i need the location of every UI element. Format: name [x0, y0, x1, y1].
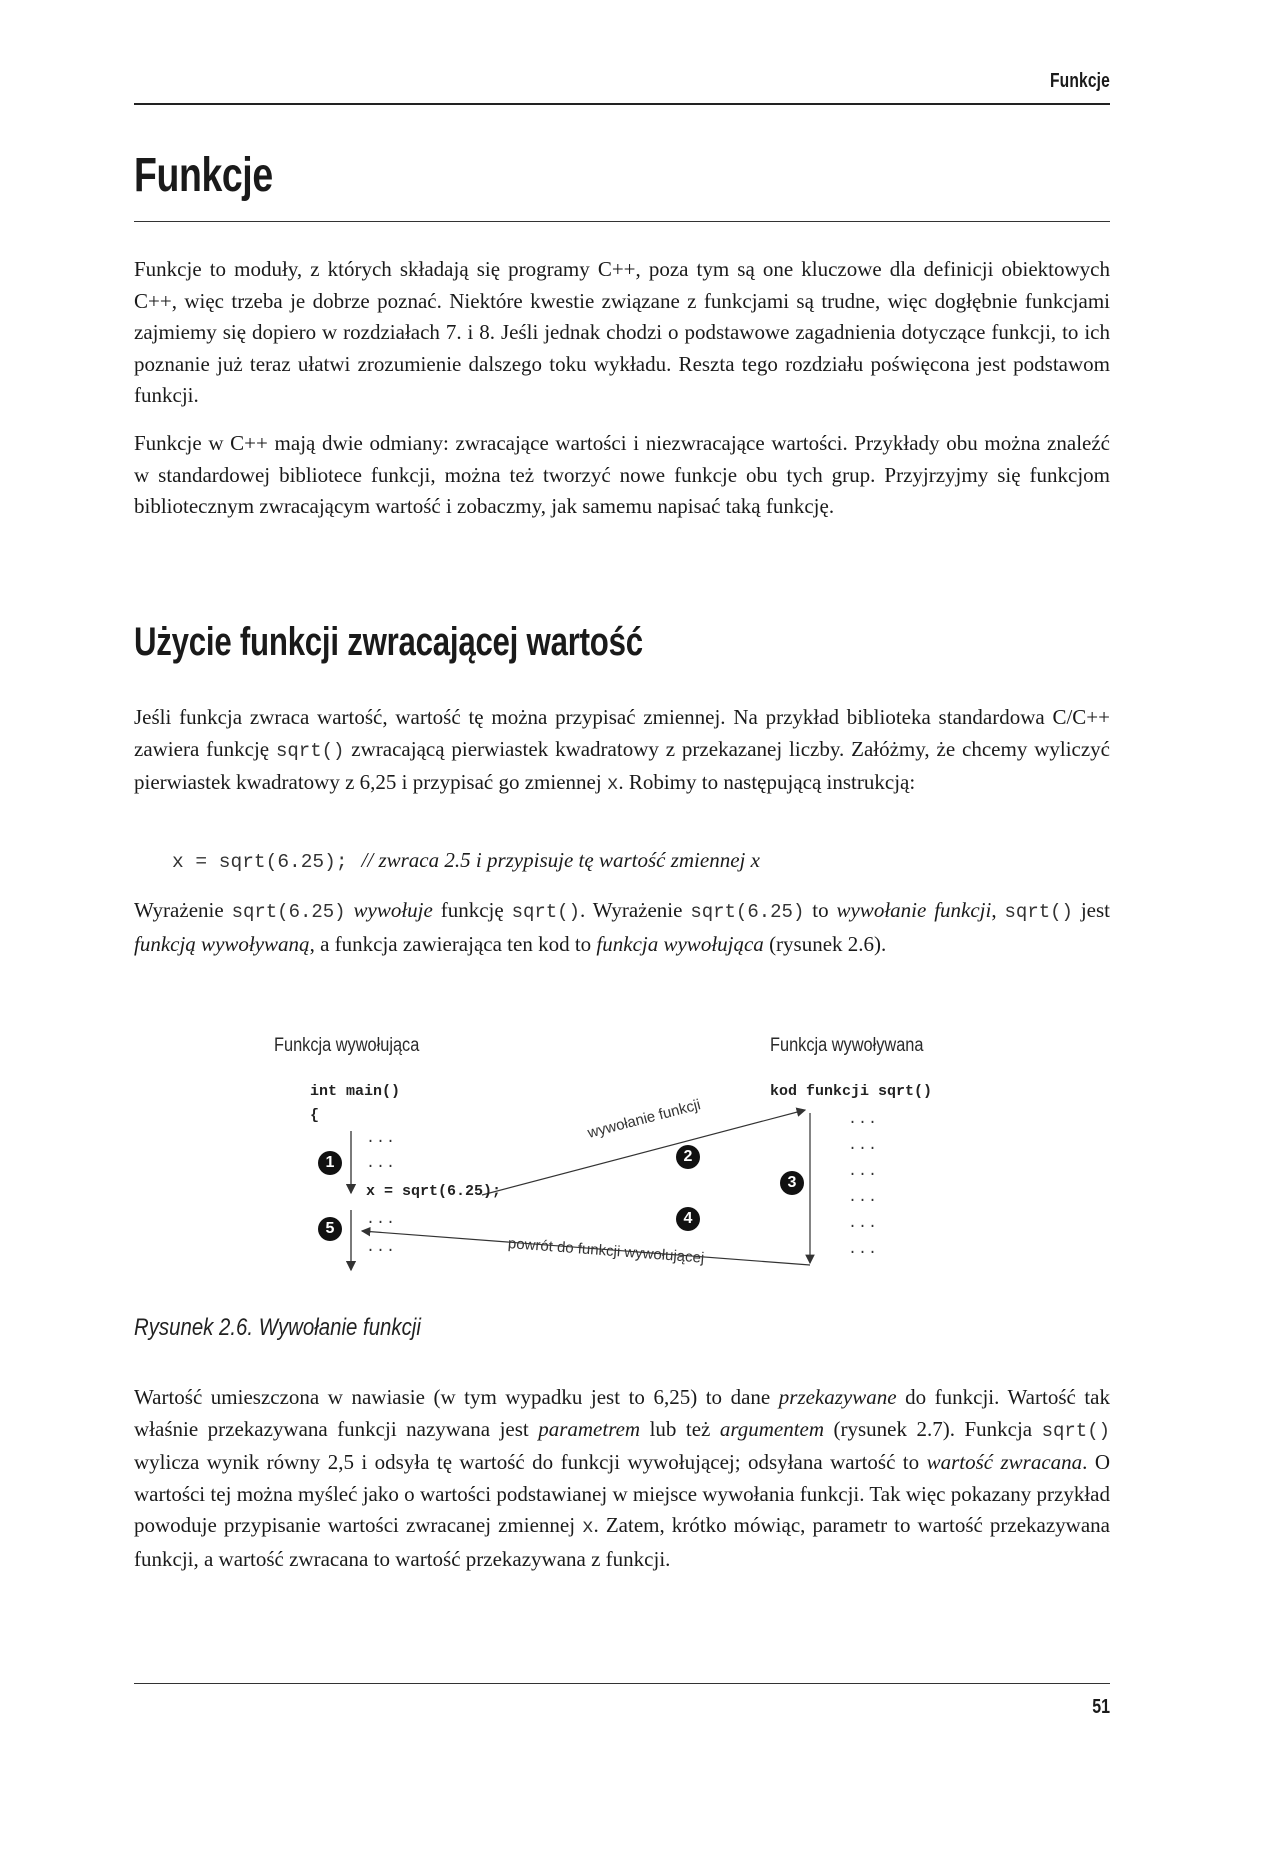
caller-dots: ...	[366, 1239, 397, 1256]
main-brace: {	[310, 1107, 320, 1124]
section-title: Użycie funkcji zwracającej wartość	[134, 620, 643, 664]
title-rule	[134, 221, 1110, 222]
caller-dots: ...	[366, 1155, 397, 1172]
callee-dots: ...	[848, 1163, 879, 1180]
callee-dots: ...	[848, 1111, 879, 1128]
chapter-title: Funkcje	[134, 149, 273, 202]
caller-dots: ...	[366, 1130, 397, 1147]
inline-code: x	[606, 773, 619, 795]
step-badge-1: 1	[318, 1151, 342, 1175]
figure-caption: Rysunek 2.6. Wywołanie funkcji	[134, 1314, 421, 1341]
caller-title: Funkcja wywołująca	[274, 1035, 420, 1056]
section-paragraph-1: Jeśli funkcja zwraca wartość, wartość tę można przypisać zmiennej. Na przykład biblioteka standardowa C/C++ zawiera funkcję sqrt() zwracającą pierwiastek kwadratowy z przekazanej liczby. Załóżmy, że chcemy wyliczyć pierwiastek kwadratowy z 6,25 i przypisać go zmiennej x. Robimy to następującą instrukcją:	[134, 705, 1110, 795]
callee-title: Funkcja wywoływana	[770, 1035, 924, 1056]
section-paragraph-2: Wyrażenie sqrt(6.25) wywołuje funkcję sqrt(). Wyrażenie sqrt(6.25) to wywołanie funkcji, sqrt() jest funkcją wywoływaną, a funkcja zawierająca ten kod to funkcja wywołująca (rysunek 2.6).	[134, 898, 1110, 956]
callee-dots: ...	[848, 1241, 879, 1258]
code-example	[172, 848, 760, 873]
page-number: 51	[1092, 1696, 1110, 1718]
footer-rule	[134, 1683, 1110, 1684]
callee-dots: ...	[848, 1215, 879, 1232]
after-figure-paragraph: Wartość umieszczona w nawiasie (w tym wypadku jest to 6,25) to dane przekazywane do funkcji. Wartość tak właśnie przekazywana funkcji nazywana jest parametrem lub też argumentem (rysunek 2.7). Funkcja sqrt() wylicza wynik równy 2,5 i odsyła tę wartość do funkcji wywołującej; odsyłana wartość to wartość zwracana. O wartości tej można myśleć jako o wartości podstawianej w miejsce wywołania funkcji. Tak więc pokazany przykład powoduje przypisanie wartości zwracanej zmiennej x. Zatem, krótko mówiąc, parametr to wartość przekazywana funkcji, a wartość zwracana to wartość przekazywana z funkcji.	[134, 1385, 1111, 1571]
call-label: wywołanie funkcji	[585, 1096, 703, 1142]
call-statement: x = sqrt(6.25);	[366, 1183, 502, 1200]
running-head: Funkcje	[1049, 70, 1110, 92]
step-badge-3: 3	[780, 1171, 804, 1195]
code-comment: // zwraca 2.5 i przypisuje tę wartość zmiennej x	[361, 848, 760, 872]
main-header: int main()	[310, 1083, 401, 1100]
caller-dots: ...	[366, 1211, 397, 1228]
intro-paragraph-2: Funkcje w C++ mają dwie odmiany: zwracające wartości i niezwracające wartości. Przykłady obu można znaleźć w standardowej bibliotece funkcji, można też tworzyć nowe funkcje obu tych grup. Przyjrzyjmy się funkcjom bibliotecznym zwracającym wartość i zobaczmy, jak samemu napisać taką funkcję.	[134, 431, 1110, 518]
header-rule	[134, 103, 1110, 105]
callee-dots: ...	[848, 1189, 879, 1206]
intro-paragraph-1: Funkcje to moduły, z których składają się programy C++, poza tym są one kluczowe dla definicji obiektowych C++, więc trzeba je dobrze poznać. Niektóre kwestie związane z funkcjami są trudne, więc dogłębnie funkcjami zajmiemy się dopiero w rozdziałach 7. i 8. Jeśli jednak chodzi o podstawowe zagadnienia dotyczące funkcji, to ich poznanie już teraz ułatwi zrozumienie dalszego toku wykładu. Reszta tego rozdziału poświęcona jest podstawom funkcji.	[134, 257, 1110, 407]
return-label: powrót do funkcji wywołującej	[507, 1235, 705, 1267]
step-badge-5: 5	[318, 1217, 342, 1241]
callee-dots: ...	[848, 1137, 879, 1154]
step-badge-2: 2	[676, 1145, 700, 1169]
sqrt-header: kod funkcji sqrt()	[770, 1083, 933, 1100]
function-call-diagram	[270, 1035, 970, 1275]
inline-code: sqrt()	[276, 739, 345, 762]
code-statement: x = sqrt(6.25);	[172, 851, 348, 873]
step-badge-4: 4	[676, 1207, 700, 1231]
